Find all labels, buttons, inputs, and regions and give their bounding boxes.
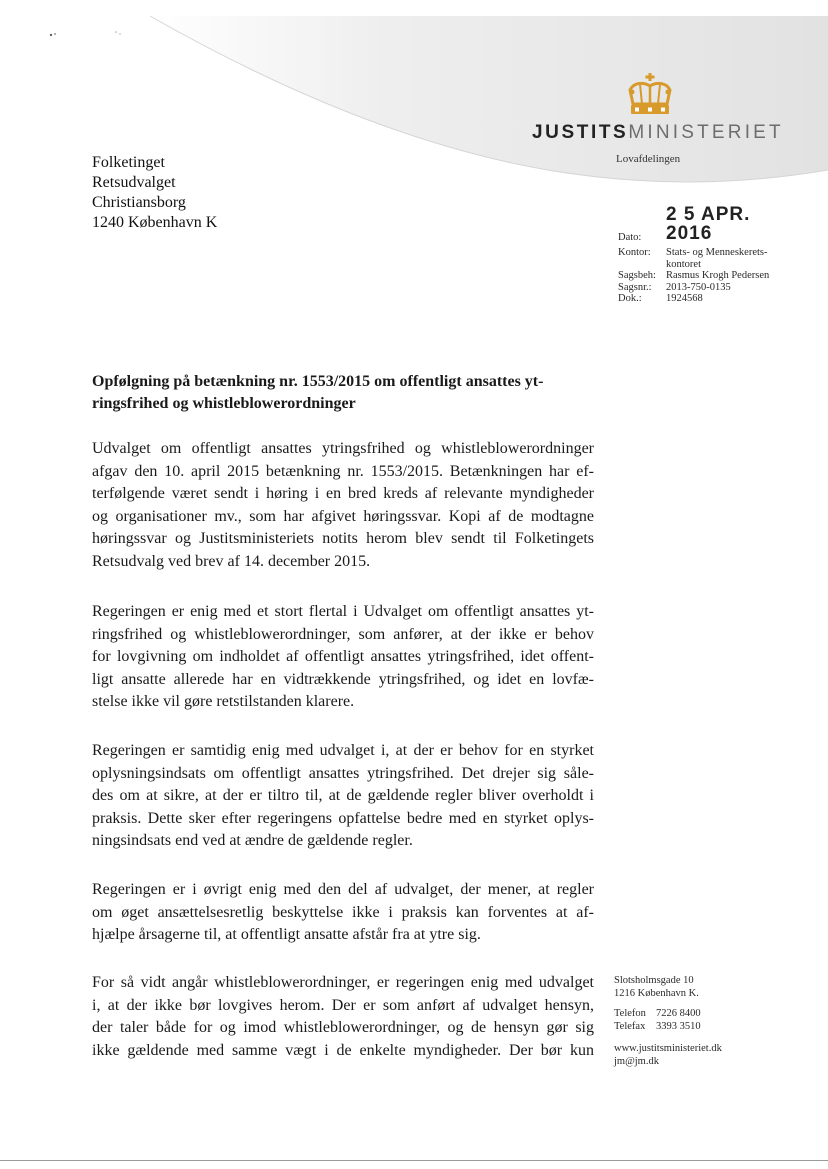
- phone-value: 7226 8400: [656, 1008, 701, 1019]
- scan-specks: [48, 26, 138, 40]
- address-line: Slotsholmsgade 10: [614, 975, 694, 986]
- letter-title: [92, 371, 592, 415]
- paragraph-line: des om at sikre, at der er tiltro til, at de gældende regler bliver overholdt i: [92, 787, 594, 804]
- paragraph-line: om øget ansættelsesretlig beskyttelse ikke i praksis kan forventes at af-: [92, 903, 594, 921]
- paragraph-1: [92, 438, 594, 573]
- paragraph-line: Retsudvalg ved brev af 14. december 2015.: [92, 552, 371, 570]
- crown-icon: [624, 72, 676, 118]
- paragraph-line: Regeringen er samtidig enig med udvalget i, at der er behov for en styrket: [92, 742, 594, 759]
- recipient-line: Retsudvalget: [92, 174, 176, 191]
- paragraph-2: [92, 601, 594, 714]
- recipient-line: Folketinget: [92, 154, 165, 171]
- paragraph-line: høringssvar og Justitsministeriets notits herom blev sendt til Folketingets: [92, 530, 594, 547]
- ministry-wordmark: [532, 122, 784, 144]
- meta-dok-label: Dok.:: [618, 293, 642, 304]
- paragraph-5: [92, 972, 594, 1062]
- letter-meta: [618, 205, 786, 305]
- paragraph-line: hjælpe årsagerne til, at offentligt ansatte afstår fra at ytre sig.: [92, 926, 481, 943]
- meta-date-label: Dato:: [618, 231, 642, 243]
- meta-date-stamp: 2 5 APR. 2016: [666, 204, 751, 244]
- paragraph-line: og organisationer mv., som har afgivet høringssvar. Kopi af de modtagne: [92, 507, 594, 525]
- fax-label: Telefax: [614, 1020, 646, 1032]
- address-line: 1216 København K.: [614, 987, 699, 999]
- paragraph-line: ningsindsats end ved at ændre de gældende regler.: [92, 832, 413, 849]
- paragraph-line: afgav den 10. april 2015 betænkning nr. 1553/2015. Betænkningen har ef-: [92, 462, 594, 480]
- recipient-line: Christiansborg: [92, 194, 186, 211]
- paragraph-line: terfølgende været sendt i høring i en bred kreds af relevante myndigheder: [92, 485, 594, 502]
- meta-sagsbeh-row: [618, 270, 786, 282]
- ministry-contact: [614, 975, 722, 1068]
- paragraph-line: i, at der ikke bør lovgives herom. Der er som anført af udvalget hensyn,: [92, 996, 594, 1014]
- paragraph-line: Udvalget om offentligt ansattes ytringsfrihed og whistleblowerordninger: [92, 440, 594, 457]
- paragraph-line: For så vidt angår whistleblowerordninger, er regeringen enig med udvalget: [92, 974, 594, 991]
- meta-dok-value: 1924568: [666, 293, 703, 304]
- meta-sagsnr-label: Sagsnr.:: [618, 281, 652, 293]
- website: www.justitsministeriet.dk: [614, 1043, 722, 1054]
- paragraph-line: der taler både for og imod whistleblowerordninger, og de hensyn gør sig: [92, 1019, 594, 1036]
- email: jm@jm.dk: [614, 1055, 659, 1067]
- bottom-rule: [0, 1160, 828, 1161]
- paragraph-3: [92, 740, 594, 853]
- ministry-wordmark-bold: JUSTITS: [532, 122, 629, 143]
- meta-kontor-value-cont: kontoret: [666, 258, 701, 270]
- paragraph-4: [92, 879, 594, 947]
- paragraph-line: oplysningsindsats om offentligt ansattes ytringsfrihed. Det drejer sig såle-: [92, 764, 594, 782]
- meta-kontor-label: Kontor:: [618, 247, 651, 258]
- department-name: Lovafdelingen: [616, 153, 681, 165]
- paragraph-line: ringsfrihed og whistleblowerordninger, som anfører, at der ikke er behov: [92, 625, 594, 643]
- ministry-wordmark-light: MINISTERIET: [628, 122, 784, 143]
- paragraph-line: ligt ansatte allerede har en vidtrækkende ytringsfrihed, og idet en lovfæ-: [92, 670, 594, 688]
- meta-kontor-value: Stats- og Menneskerets-: [666, 247, 768, 258]
- paragraph-line: Regeringen er enig med et stort flertal i Udvalget om offentligt ansattes yt-: [92, 603, 594, 620]
- title-line: Opfølgning på betænkning nr. 1553/2015 om offentligt ansattes yt-: [92, 373, 544, 390]
- meta-kontor-row-cont: [618, 259, 786, 271]
- fax-row: [614, 1021, 722, 1034]
- meta-dok-row: [618, 293, 786, 305]
- meta-kontor-row: [618, 247, 786, 259]
- phone-label: Telefon: [614, 1008, 646, 1019]
- paragraph-line: stelse ikke vil gøre retstilstanden klarere.: [92, 693, 355, 710]
- paragraph-line: ikke gældende med samme vægt i de enkelte myndigheder. Der bør kun: [92, 1041, 594, 1059]
- recipient-address: [92, 153, 217, 233]
- meta-date-row: [618, 205, 786, 243]
- paragraph-line: praksis. Dette sker efter regeringens opfattelse bedre med en styrket oplys-: [92, 809, 594, 827]
- paragraph-line: Regeringen er i øvrigt enig med den del af udvalget, der mener, at regler: [92, 881, 594, 898]
- meta-sagsbeh-value: Rasmus Krogh Pedersen: [666, 270, 770, 281]
- recipient-line: 1240 København K: [92, 214, 218, 231]
- meta-sagsnr-row: [618, 282, 786, 294]
- meta-sagsbeh-label: Sagsbeh:: [618, 270, 656, 281]
- meta-sagsnr-value: 2013-750-0135: [666, 281, 731, 293]
- paragraph-line: for lovgivning om indholdet af offentligt ansattes ytringsfrihed, idet offent-: [92, 648, 594, 665]
- fax-value: 3393 3510: [656, 1020, 701, 1032]
- title-line: ringsfrihed og whistleblowerordninger: [92, 395, 356, 412]
- phone-row: [614, 1008, 722, 1021]
